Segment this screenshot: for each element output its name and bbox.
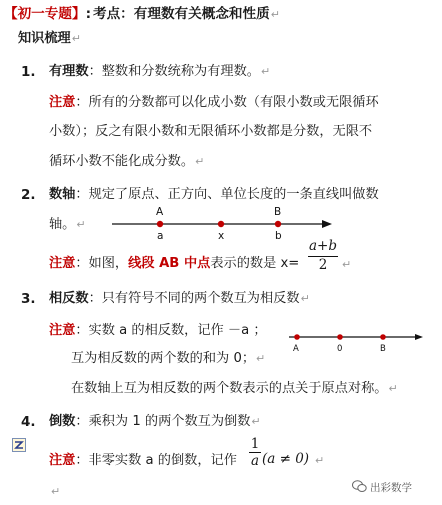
paragraph-mark: ↵: [195, 155, 205, 168]
definition-text: 轴。↵: [49, 217, 86, 232]
paragraph-mark: ↵: [300, 292, 310, 305]
note-line: 注意：如图，线段 AB 中点表示的数是 x=: [49, 256, 300, 271]
paragraph-mark: ↵: [76, 218, 86, 231]
item-number: 2.: [21, 187, 36, 203]
detail-line: 互为相反数的两个数的和为 0；↵: [71, 351, 266, 366]
item-number: 3.: [21, 291, 36, 307]
definition-text: 规定了原点、正方向、单位长度的一条直线叫做数: [88, 187, 379, 202]
section-heading: 知识梳理↵: [18, 31, 81, 46]
note-label: 注意: [49, 323, 76, 338]
fraction-denominator: 2: [318, 257, 328, 273]
note-text: ：所有的分数都可以化成小数（有限小数或无限循环: [75, 95, 379, 110]
definition-text: 只有符号不同的两个数互为相反数: [101, 291, 300, 306]
note-line: 注意：非零实数 a 的倒数，记作: [49, 453, 237, 468]
term-label: 倒数: [49, 414, 76, 429]
fraction-numerator: a+b: [308, 238, 337, 254]
paragraph-mark: ↵: [261, 65, 271, 78]
axis-top-label: A: [156, 206, 164, 218]
paragraph-mark: ↵: [342, 258, 352, 271]
highlight-text: 线段 AB 中点: [128, 256, 211, 271]
item-number: 4.: [21, 414, 36, 430]
edit-marker-icon[interactable]: [12, 438, 26, 452]
note-line: 小数）；反之有限小数和无限循环小数都是分数，无限不: [49, 124, 373, 139]
axis-bottom-label: b: [275, 230, 282, 242]
term-label: 相反数: [49, 291, 89, 306]
point-x: [218, 221, 224, 227]
definition-text: 乘积为 1 的两个数互为倒数: [88, 414, 251, 429]
header-tag: 【初一专题】: [4, 6, 86, 22]
nonzero-condition: (a ≠ 0): [262, 451, 310, 467]
axis-label: A: [293, 344, 299, 353]
note-line: [49, 95, 379, 111]
watermark: [352, 480, 412, 495]
item-definition: 倒数：乘积为 1 的两个数互为倒数↵: [49, 414, 261, 429]
header-colon: :: [85, 6, 91, 22]
fraction-denominator: a: [250, 453, 260, 469]
item-number: 1.: [21, 64, 36, 80]
paragraph-mark: ↵: [270, 8, 280, 21]
item-definition: 数轴：规定了原点、正方向、单位长度的一条直线叫做数: [49, 187, 379, 202]
midpoint-fraction: [306, 238, 340, 274]
axis-bottom-label: x: [218, 230, 225, 242]
point-origin: [337, 334, 343, 340]
number-line-opposites: [287, 325, 432, 353]
term-label: 有理数: [49, 64, 89, 79]
page-header: [4, 6, 280, 23]
reciprocal-fraction: [249, 437, 261, 470]
point-b: [380, 334, 386, 340]
axis-bottom-label: a: [157, 230, 164, 242]
note-label: 注意: [49, 453, 76, 468]
watermark-text: 出彩数学: [370, 482, 412, 494]
paragraph-mark: ↵: [51, 485, 61, 498]
axis-arrow: [415, 334, 423, 340]
fraction-numerator: 1: [250, 436, 260, 452]
point-a: [157, 221, 163, 227]
detail-line: 在数轴上互为相反数的两个数表示的点关于原点对称。↵: [71, 381, 398, 396]
point-b: [275, 221, 281, 227]
note-line: 循环小数不能化成分数。↵: [49, 154, 205, 169]
point-a: [294, 334, 300, 340]
note-label: 注意: [49, 256, 76, 271]
paragraph-mark: ↵: [251, 415, 261, 428]
axis-arrow: [322, 220, 332, 228]
axis-label: 0: [337, 344, 343, 353]
term-label: 数轴: [49, 187, 76, 202]
axis-top-label: B: [274, 206, 282, 218]
paragraph-mark: ↵: [388, 382, 398, 395]
wechat-icon: [352, 480, 367, 493]
header-title: 考点：有理数有关概念和性质: [93, 6, 270, 22]
item-definition: 相反数：只有符号不同的两个数互为相反数↵: [49, 291, 310, 306]
item-definition: 有理数：整数和分数统称为有理数。↵: [49, 64, 271, 79]
paragraph-mark: ↵: [315, 454, 325, 467]
paragraph-mark: ↵: [256, 352, 266, 365]
axis-label: B: [380, 344, 386, 353]
definition-text: 整数和分数统称为有理数。: [101, 64, 260, 79]
paragraph-mark: ↵: [71, 32, 81, 45]
note-line: 注意：实数 a 的相反数，记作 －a ；: [49, 323, 267, 338]
note-label: 注意: [49, 95, 76, 110]
